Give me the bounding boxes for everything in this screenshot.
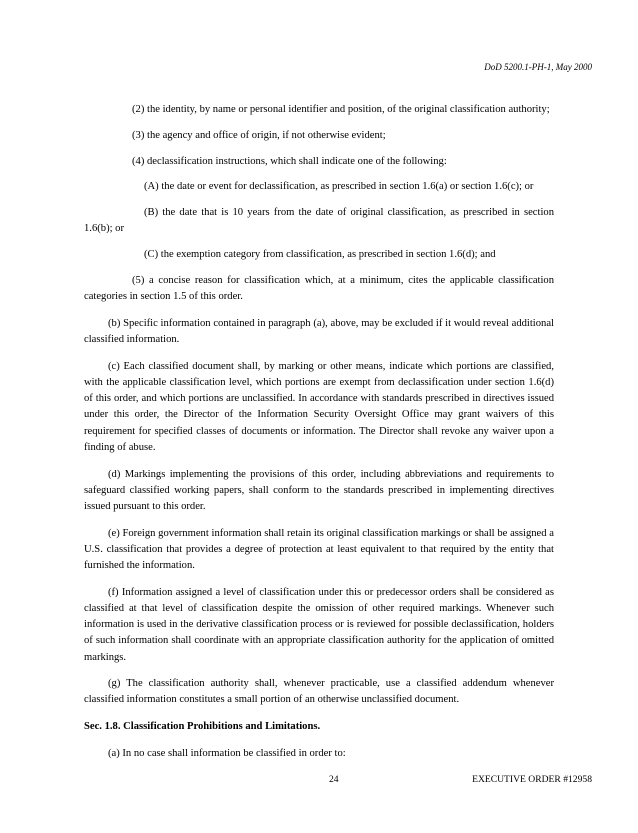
paragraph-a3: (3) the agency and office of origin, if not otherwise evident;: [132, 129, 386, 141]
paragraph-a4-B: (B) the date that is 10 years from the date of original classification, as prescribed in section 1.6(b); or: [84, 207, 554, 235]
paragraph-a4: (4) declassification instructions, which shall indicate one of the following:: [132, 155, 447, 167]
paragraph-d: (d) Markings implementing the provisions of this order, including abbreviations and requirements to safeguard classified working papers, shall conform to the standards prescribed in implementing directives issued pursuant to this order.: [84, 468, 554, 512]
paragraph-a2: (2) the identity, by name or personal identifier and position, of the original classification authority;: [132, 104, 550, 115]
paragraph-sec18-a: (a) In no case shall information be classified in order to:: [108, 747, 346, 759]
section-heading: Sec. 1.8. Classification Prohibitions and Limitations.: [84, 721, 321, 733]
document-reference-header: DoD 5200.1-PH-1, May 2000: [484, 62, 592, 72]
paragraph-e: (e) Foreign government information shall retain its original classification markings or shall be assigned a U.S. classification that provides a degree of protection at least equivalent to that required by the entity that furnished the information.: [84, 527, 554, 572]
page-number: 24: [329, 774, 339, 785]
paragraph-c: (c) Each classified document shall, by marking or other means, indicate which portions are classified, with the applicable classification level, which portions are exempt from declassification under section 1.6(d) of this order, and which portions are unclassified. In accordance with standards prescribed in directives issued under this order, the Director of the Information Security Oversight Office may grant waivers of this requirement for specified classes of documents or information. The Director shall revoke any waiver upon a finding of abuse.: [84, 360, 554, 453]
paragraph-a4-C: (C) the exemption category from classification, as prescribed in section 1.6(d); and: [144, 249, 496, 261]
paragraph-a4-A: (A) the date or event for declassification, as prescribed in section 1.6(a) or section 1.6(c); or: [144, 181, 534, 193]
paragraph-f: (f) Information assigned a level of classification under this or predecessor orders shall be considered as classified at that level of classification despite the omission of other required markings. Whenever such information is used in the derivative classification process or is reviewed for possible declassification, holders of such information shall coordinate with an appropriate classification authority for the application of omitted markings.: [84, 586, 554, 663]
document-body: [84, 102, 554, 762]
footer-title: EXECUTIVE ORDER #12958: [472, 774, 592, 785]
paragraph-a5: (5) a concise reason for classification which, at a minimum, cites the applicable classification categories in section 1.5 of this order.: [84, 274, 554, 303]
paragraph-b: (b) Specific information contained in paragraph (a), above, may be excluded if it would reveal additional classified information.: [84, 317, 554, 346]
paragraph-g: (g) The classification authority shall, whenever practicable, use a classified addendum whenever classified information constitutes a small portion of an otherwise unclassified document.: [84, 678, 554, 706]
